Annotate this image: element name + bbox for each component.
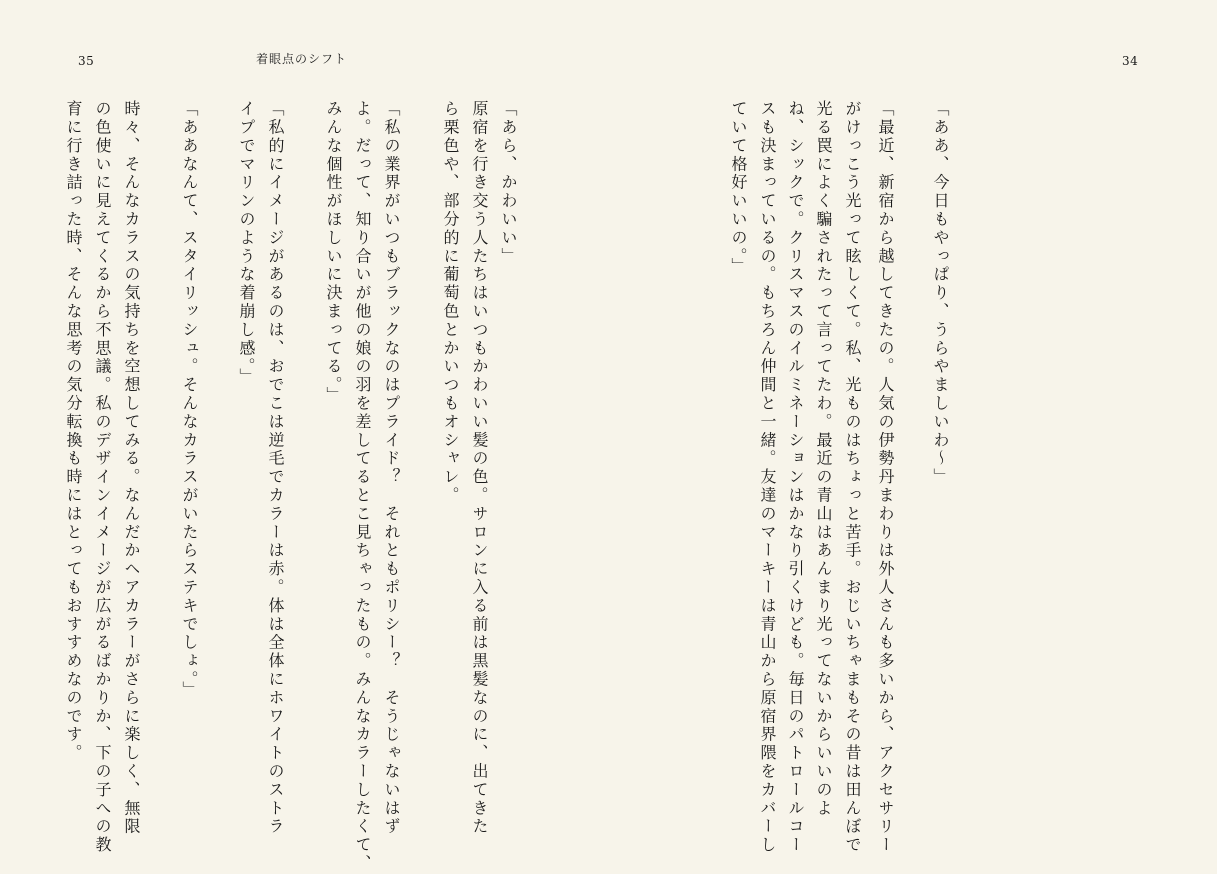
- left-page-line-8: イプでマリンのような着崩し感。」: [237, 100, 256, 387]
- left-page-line-1: 「あら、かわいい」: [499, 100, 518, 266]
- left-page-line-12: 育に行き詰った時、そんな思考の気分転換も時にはとってもおすすめなのです。: [64, 100, 83, 763]
- right-page-line-2: 「最近、新宿から越してきたの。人気の伊勢丹まわりは外人さんも多いから、アクセサリー: [876, 100, 895, 855]
- left-page-line-2: 原宿を行き交う人たちはいつもかわいい髪の色。サロンに入る前は黒髪なのに、出てきた: [470, 100, 489, 836]
- left-page-line-10: 時々、そんなカラスの気持ちを空想してみる。なんだかヘアカラーがさらに楽しく、無限: [122, 100, 141, 836]
- right-page-line-4: 光る罠によく騙されたって言ってたわ。最近の青山はあんまり光ってないからいいのよ: [814, 100, 833, 818]
- left-page-line-6: みんな個性がほしいに決まってる。」: [324, 100, 343, 405]
- right-page-line-6: スも決まっているの。もちろん仲間と一緒。友達のマーキーは青山から原宿界隈をカバーし: [758, 100, 777, 855]
- left-page-line-3: ら栗色や、部分的に葡萄色とかいつもオシャレ。: [441, 100, 460, 505]
- left-page-line-11: の色使いに見えてくるから不思議。私のデザインイメージが広がるばかりか、下の子への教: [93, 100, 112, 855]
- running-header-title: 着眼点のシフト: [256, 52, 348, 66]
- left-page-line-5: よ。だって、知り合いが他の娘の羽を差してるとこ見ちゃったもの。みんなカラーしたくて、: [353, 100, 372, 873]
- right-page-line-1: 「ああ、今日もやっぱり、うらやましいわ～」: [931, 100, 950, 487]
- left-page-line-7: 「私的にイメージがあるのは、おでこは逆毛でカラーは赤。体は全体にホワイトのストラ: [266, 100, 285, 836]
- right-page-number: 34: [1122, 54, 1139, 68]
- left-page-line-9: 「ああなんて、スタイリッシュ。そんなカラスがいたらステキでしょ。」: [180, 100, 199, 700]
- left-page-number: 35: [78, 54, 95, 68]
- right-page-line-3: がけっこう光って眩しくて。私、光ものはちょっと苦手。おじいちゃまもその昔は田んぼで: [843, 100, 862, 855]
- right-page-line-5: ね、シックで。クリスマスのイルミネーションはかなり引くけども。毎日のパトロールコー: [786, 100, 805, 855]
- right-page-line-7: ていて格好いいの。」: [729, 100, 748, 276]
- left-page-line-4: 「私の業界がいつもブラックなのはプライド？ それともポリシー？ そうじゃないはず: [382, 100, 401, 836]
